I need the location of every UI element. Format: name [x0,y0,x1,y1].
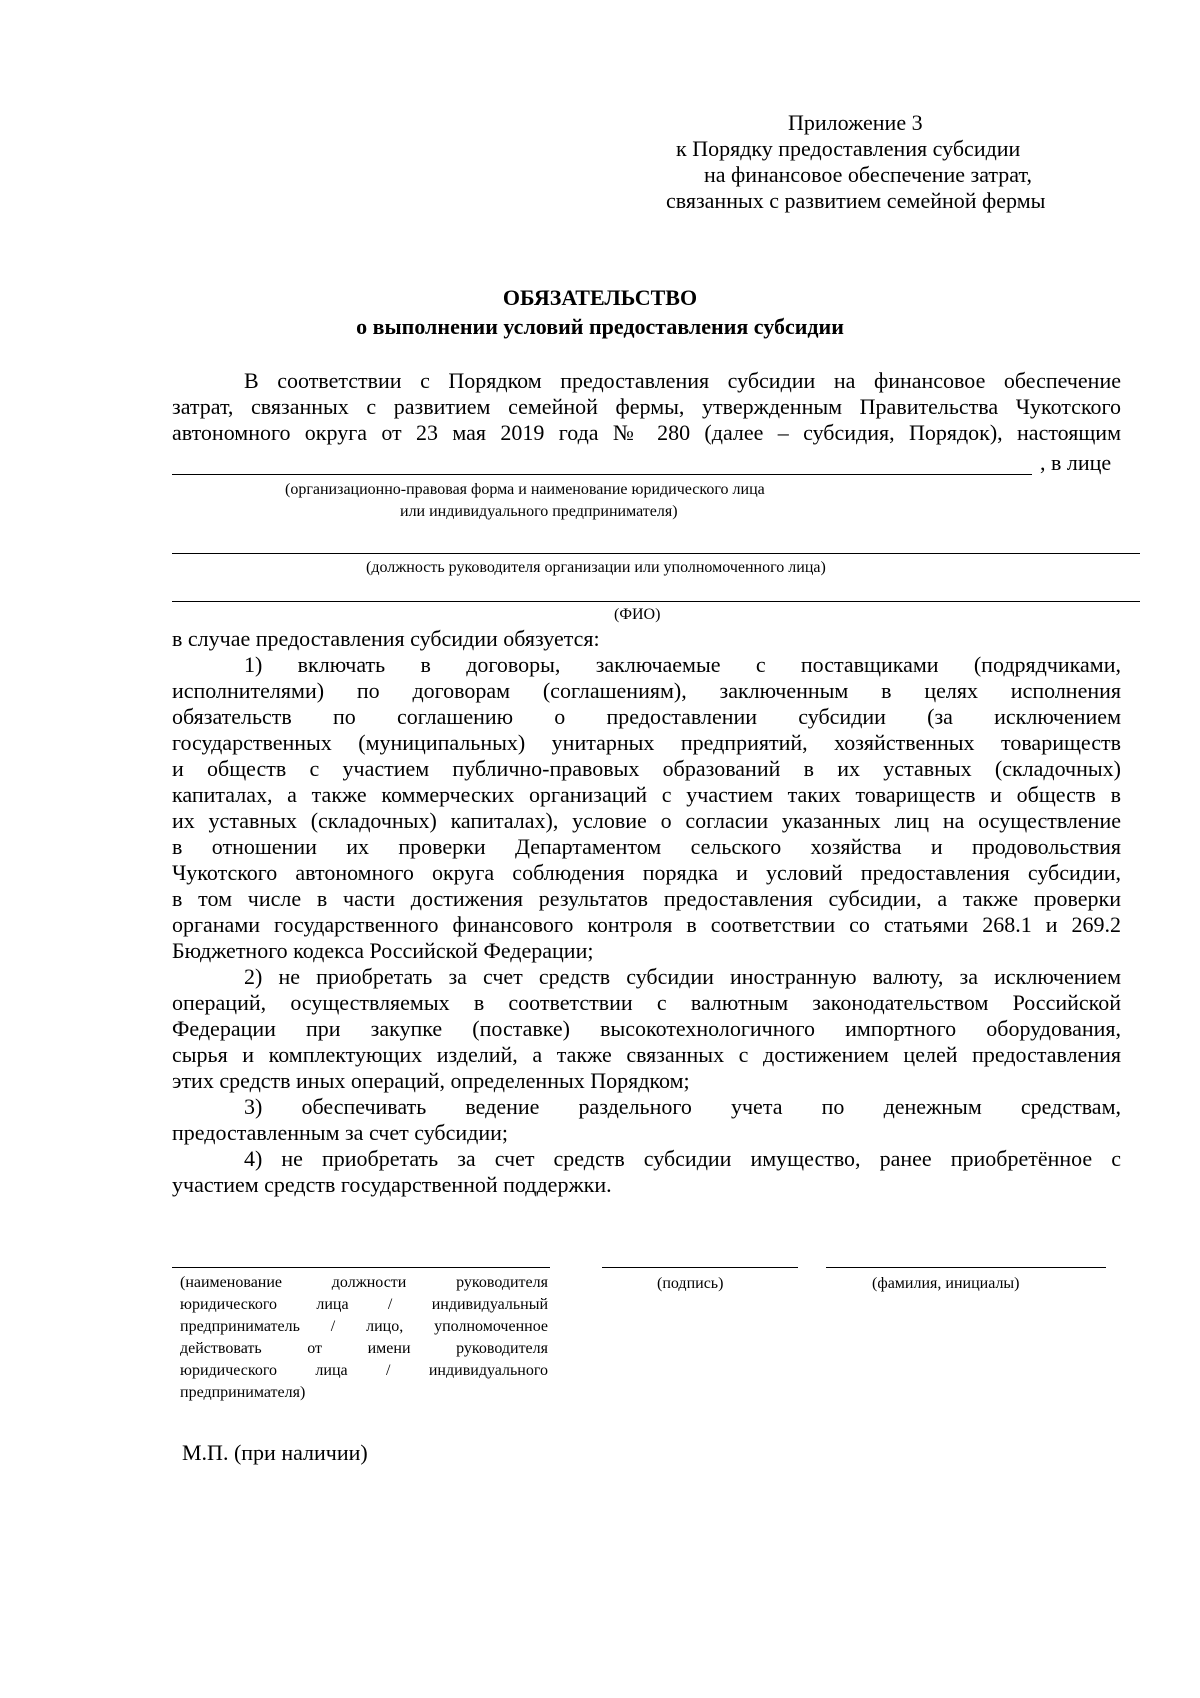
org-caption-line1: (организационно-правовая форма и наименование юридического лица [285,481,765,498]
item2-line: Федерации при закупке (поставке) высокотехнологичного импортного оборудования, [172,1016,1121,1041]
item3-line: 3) обеспечивать ведение раздельного учета по денежным средствам, [244,1094,1121,1119]
item1-line: Бюджетного кодекса Российской Федерации; [172,938,594,963]
item1-line: и обществ с участием публично-правовых образований в их уставных (складочных) [172,756,1121,781]
in-person-text: , в лице [1040,450,1112,475]
org-name-blank-line [172,474,1032,475]
position-caption-line: предприниматель / лицо, уполномоченное [180,1318,548,1335]
appendix-ref-line2: на финансовое обеспечение затрат, [704,162,1032,187]
item1-line: их уставных (складочных) капиталах), условие о согласии указанных лиц на осуществление [172,808,1121,833]
obligation-intro: в случае предоставления субсидии обязуется: [172,626,600,651]
item4-line: 4) не приобретать за счет средств субсидии имущество, ранее приобретённое с [244,1146,1121,1171]
item1-line: в отношении их проверки Департаментом сельского хозяйства и продовольствия [172,834,1121,859]
intro-paragraph [172,368,1121,446]
document-title: ОБЯЗАТЕЛЬСТВО [502,285,698,310]
item2-line: этих средств иных операций, определенных Порядком; [172,1068,690,1093]
item4-line: участием средств государственной поддержки. [172,1172,612,1197]
position-caption-line: предпринимателя) [180,1384,306,1401]
fio-caption: (ФИО) [614,606,661,623]
obligations-block [172,626,1121,1198]
item1-line: капиталах, а также коммерческих организаций с участием таких товариществ и обществ в [172,782,1121,807]
item1-line: государственных (муниципальных) унитарных предприятий, хозяйственных товариществ [172,730,1121,755]
item3-line: предоставленным за счет субсидии; [172,1120,508,1145]
stamp-note: М.П. (при наличии) [182,1440,368,1465]
appendix-ref-line3: связанных с развитием семейной фермы [666,188,1046,213]
org-caption-line2: или индивидуального предпринимателя) [400,503,678,520]
item1-line: органами государственного финансового контроля в соответствии со статьями 268.1 и 269.2 [172,912,1121,937]
name-caption: (фамилия, инициалы) [872,1275,1020,1292]
position-caption-line: юридического лица / индивидуального [180,1362,548,1379]
item1-line: в том числе в части достижения результатов предоставления субсидии, а также проверки [172,886,1121,911]
position-caption: (должность руководителя организации или уполномоченного лица) [366,559,826,576]
position-caption-line: действовать от имени руководителя [180,1340,548,1357]
sign-signature-line [602,1267,798,1268]
intro-line: автономного округа от 23 мая 2019 года № 280 (далее – субсидия, Порядок), настоящим [172,420,1121,445]
item2-line: 2) не приобретать за счет средств субсидии иностранную валюту, за исключением [244,964,1121,989]
appendix-ref-line1: к Порядку предоставления субсидии [676,136,1021,161]
position-caption-line: юридического лица / индивидуальный [180,1296,548,1313]
item2-line: операций, осуществляемых в соответствии с валютным законодательством Российской [172,990,1121,1015]
item2-line: сырья и комплектующих изделий, а также связанных с достижением целей предоставления [172,1042,1121,1067]
fio-blank-line [172,601,1140,602]
sign-caption: (подпись) [657,1275,724,1292]
name-signature-line [826,1267,1106,1268]
appendix-header [660,110,1100,214]
position-signature-line [172,1267,550,1268]
position-caption-line: (наименование должности руководителя [180,1274,548,1291]
item1-line: обязательств по соглашению о предоставлении субсидии (за исключением [172,704,1121,729]
item1-line: исполнителями) по договорам (соглашениям), заключенным в целях исполнения [172,678,1121,703]
position-blank-line [172,553,1140,554]
intro-line: затрат, связанных с развитием семейной фермы, утвержденным Правительства Чукотского [172,394,1121,419]
intro-line: В соответствии с Порядком предоставления субсидии на финансовое обеспечение [244,368,1121,393]
item1-line: 1) включать в договоры, заключаемые с поставщиками (подрядчиками, [244,652,1121,677]
appendix-number: Приложение 3 [788,110,923,135]
item1-line: Чукотского автономного округа соблюдения порядка и условий предоставления субсидии, [172,860,1121,885]
document-subtitle: о выполнении условий предоставления субсидии [356,314,844,339]
position-signature-caption [180,1272,548,1404]
